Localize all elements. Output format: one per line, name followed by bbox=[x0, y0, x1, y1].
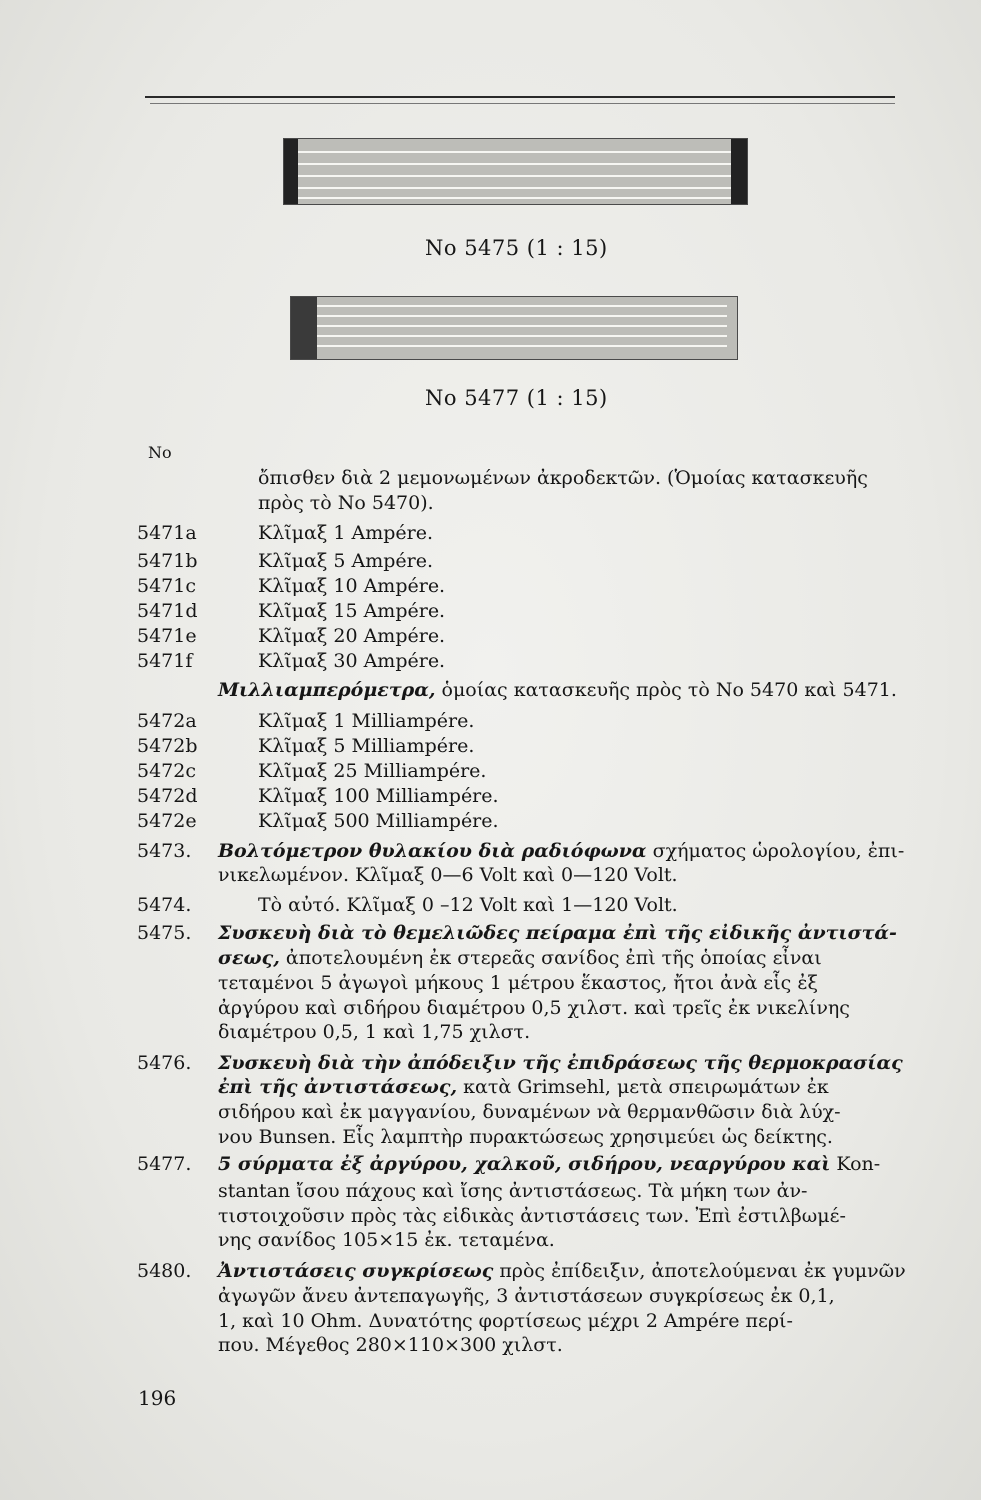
entry-5473-line-2: νικελωμένον. Κλῖμαξ 0—6 Volt καὶ 0—120 Volt. bbox=[218, 864, 678, 886]
item-number: 5472a bbox=[137, 710, 197, 732]
entry-5475-line-4: ἀργύρου καὶ σιδήρου διαμέτρου 0,5 χιλστ. καὶ τρεῖς ἐκ νικελίνης bbox=[218, 997, 850, 1019]
item-number: 5471e bbox=[137, 625, 197, 647]
figure-5475-image bbox=[283, 138, 748, 205]
entry-5475-desc: ἀποτελουμένη ἐκ στερεᾶς σανίδος ἐπὶ τῆς ὁποίας εἶναι bbox=[279, 947, 822, 969]
entry-5475-line-3: τεταμένοι 5 ἀγωγοὶ μήκους 1 μέτρου ἕκαστος, ἤτοι ἀνὰ εἷς ἐξ bbox=[218, 972, 819, 994]
item-number: 5472e bbox=[137, 810, 197, 832]
entry-5474-line-1: Τὸ αὐτό. Κλῖμαξ 0 –12 Volt καὶ 1—120 Volt. bbox=[258, 894, 678, 916]
entry-5476-line-3: σιδήρου καὶ ἐκ μαγγανίου, δυναμένων νὰ θερμανθῶσιν διὰ λύχ- bbox=[218, 1101, 841, 1123]
item-text: Κλῖμαξ 100 Milliampére. bbox=[258, 785, 499, 807]
item-text: Κλῖμαξ 5 Milliampére. bbox=[258, 735, 475, 757]
entry-5480-line-2: ἀγωγῶν ἄνευ ἀντεπαγωγῆς, 3 ἀντιστάσεων συγκρίσεως ἐκ 0,1, bbox=[218, 1285, 835, 1307]
item-text: Κλῖμαξ 1 Ampére. bbox=[258, 522, 434, 544]
entry-5480-line-4: που. Μέγεθος 280×110×300 χιλστ. bbox=[218, 1334, 563, 1356]
entry-5480-line-1 bbox=[218, 1260, 906, 1282]
entry-5477-desc: Kon- bbox=[830, 1153, 881, 1175]
entry-number: 5480. bbox=[137, 1260, 192, 1282]
entry-5480-desc: πρὸς ἐπίδειξιν, ἀποτελούμεναι ἐκ γυμνῶν bbox=[493, 1260, 906, 1282]
entry-5473-line-1 bbox=[218, 840, 904, 862]
entry-5476-desc: κατὰ Grimsehl, μετὰ σπειρωμάτων ἐκ bbox=[457, 1076, 829, 1098]
entry-number: 5473. bbox=[137, 840, 192, 862]
entry-5475-title: Συσκευὴ διὰ τὸ θεμελιῶδες πείραμα ἐπὶ τῆς εἰδικῆς ἀντιστά- bbox=[218, 922, 897, 944]
entry-5477-title: 5 σύρματα ἐξ ἀργύρου, χαλκοῦ, σιδήρου, νεαργύρου καὶ bbox=[218, 1153, 831, 1175]
item-number: 5472d bbox=[137, 785, 198, 807]
entry-5476-line-4: νου Bunsen. Εἷς λαμπτὴρ πυρακτώσεως χρησιμεύει ὡς δείκτης. bbox=[218, 1126, 833, 1148]
entry-5475-line-2 bbox=[218, 947, 822, 969]
column-header-no: No bbox=[148, 443, 172, 462]
item-text: Κλῖμαξ 500 Milliampére. bbox=[258, 810, 499, 832]
entry-5477-line-1 bbox=[218, 1153, 880, 1175]
figure-5477-caption: No 5477 (1 : 15) bbox=[425, 386, 608, 410]
item-text: Κλῖμαξ 25 Milliampére. bbox=[258, 760, 487, 782]
entry-number: 5476. bbox=[137, 1052, 192, 1074]
item-text: Κλῖμαξ 30 Ampére. bbox=[258, 650, 446, 672]
entry-number: 5477. bbox=[137, 1153, 192, 1175]
entry-5475-line-5: διαμέτρου 0,5, 1 καὶ 1,75 χιλστ. bbox=[218, 1021, 531, 1043]
item-number: 5472c bbox=[137, 760, 196, 782]
item-text: Κλῖμαξ 1 Milliampére. bbox=[258, 710, 475, 732]
entry-number: 5474. bbox=[137, 894, 192, 916]
entry-5477-line-2: stantan ἴσου πάχους καὶ ἴσης ἀντιστάσεως. Τὰ μήκη των ἀν- bbox=[218, 1180, 808, 1202]
entry-5476-title-end: ἐπὶ τῆς ἀντιστάσεως, bbox=[218, 1076, 458, 1098]
header-rule-thin bbox=[150, 103, 895, 104]
item-number: 5471f bbox=[137, 650, 193, 672]
item-number: 5471d bbox=[137, 600, 198, 622]
entry-5473-title: Βολτόμετρον θυλακίου διὰ ραδιόφωνα bbox=[218, 840, 647, 862]
item-text: Κλῖμαξ 20 Ampére. bbox=[258, 625, 446, 647]
entry-5480-line-3: 1, καὶ 10 Ohm. Δυνατότης φορτίσεως μέχρι 2 Ampére περί- bbox=[218, 1310, 793, 1332]
entry-5477-line-4: νης σανίδος 105×15 ἐκ. τεταμένα. bbox=[218, 1229, 555, 1251]
milliampere-heading-rest: ὁμοίας κατασκευῆς πρὸς τὸ No 5470 καὶ 5471. bbox=[435, 679, 897, 701]
entry-5480-title: Ἀντιστάσεις συγκρίσεως bbox=[218, 1260, 494, 1282]
entry-number: 5475. bbox=[137, 922, 192, 944]
entry-5476-title: Συσκευὴ διὰ τὴν ἀπόδειξιν τῆς ἐπιδράσεως τῆς θερμοκρασίας bbox=[218, 1052, 903, 1074]
item-number: 5472b bbox=[137, 735, 198, 757]
entry-5473-desc: σχήματος ὡρολογίου, ἐπι- bbox=[646, 840, 905, 862]
milliampere-heading-title: Μιλλιαμπερόμετρα, bbox=[218, 679, 436, 701]
item-number: 5471c bbox=[137, 575, 196, 597]
entry-5477-line-3: τιστοιχοῦσιν πρὸς τὰς εἰδικὰς ἀντιστάσεις των. Ἐπὶ ἐστιλβωμέ- bbox=[218, 1205, 846, 1227]
milliampere-heading bbox=[218, 679, 897, 701]
item-number: 5471a bbox=[137, 522, 197, 544]
page-number: 196 bbox=[138, 1386, 177, 1410]
item-text: Κλῖμαξ 15 Ampére. bbox=[258, 600, 446, 622]
intro-line-1: ὄπισθεν διὰ 2 μεμονωμένων ἀκροδεκτῶν. (Ὁμοίας κατασκευῆς bbox=[258, 467, 868, 489]
item-number: 5471b bbox=[137, 550, 198, 572]
item-text: Κλῖμαξ 5 Ampére. bbox=[258, 550, 434, 572]
intro-line-2: πρὸς τὸ No 5470). bbox=[258, 492, 434, 514]
entry-5476-line-2 bbox=[218, 1076, 829, 1098]
figure-5475-caption: No 5475 (1 : 15) bbox=[425, 236, 608, 260]
entry-5475-title-end: σεως, bbox=[218, 947, 280, 969]
item-text: Κλῖμαξ 10 Ampére. bbox=[258, 575, 446, 597]
header-rule bbox=[145, 96, 895, 98]
figure-5477-image bbox=[290, 296, 738, 360]
